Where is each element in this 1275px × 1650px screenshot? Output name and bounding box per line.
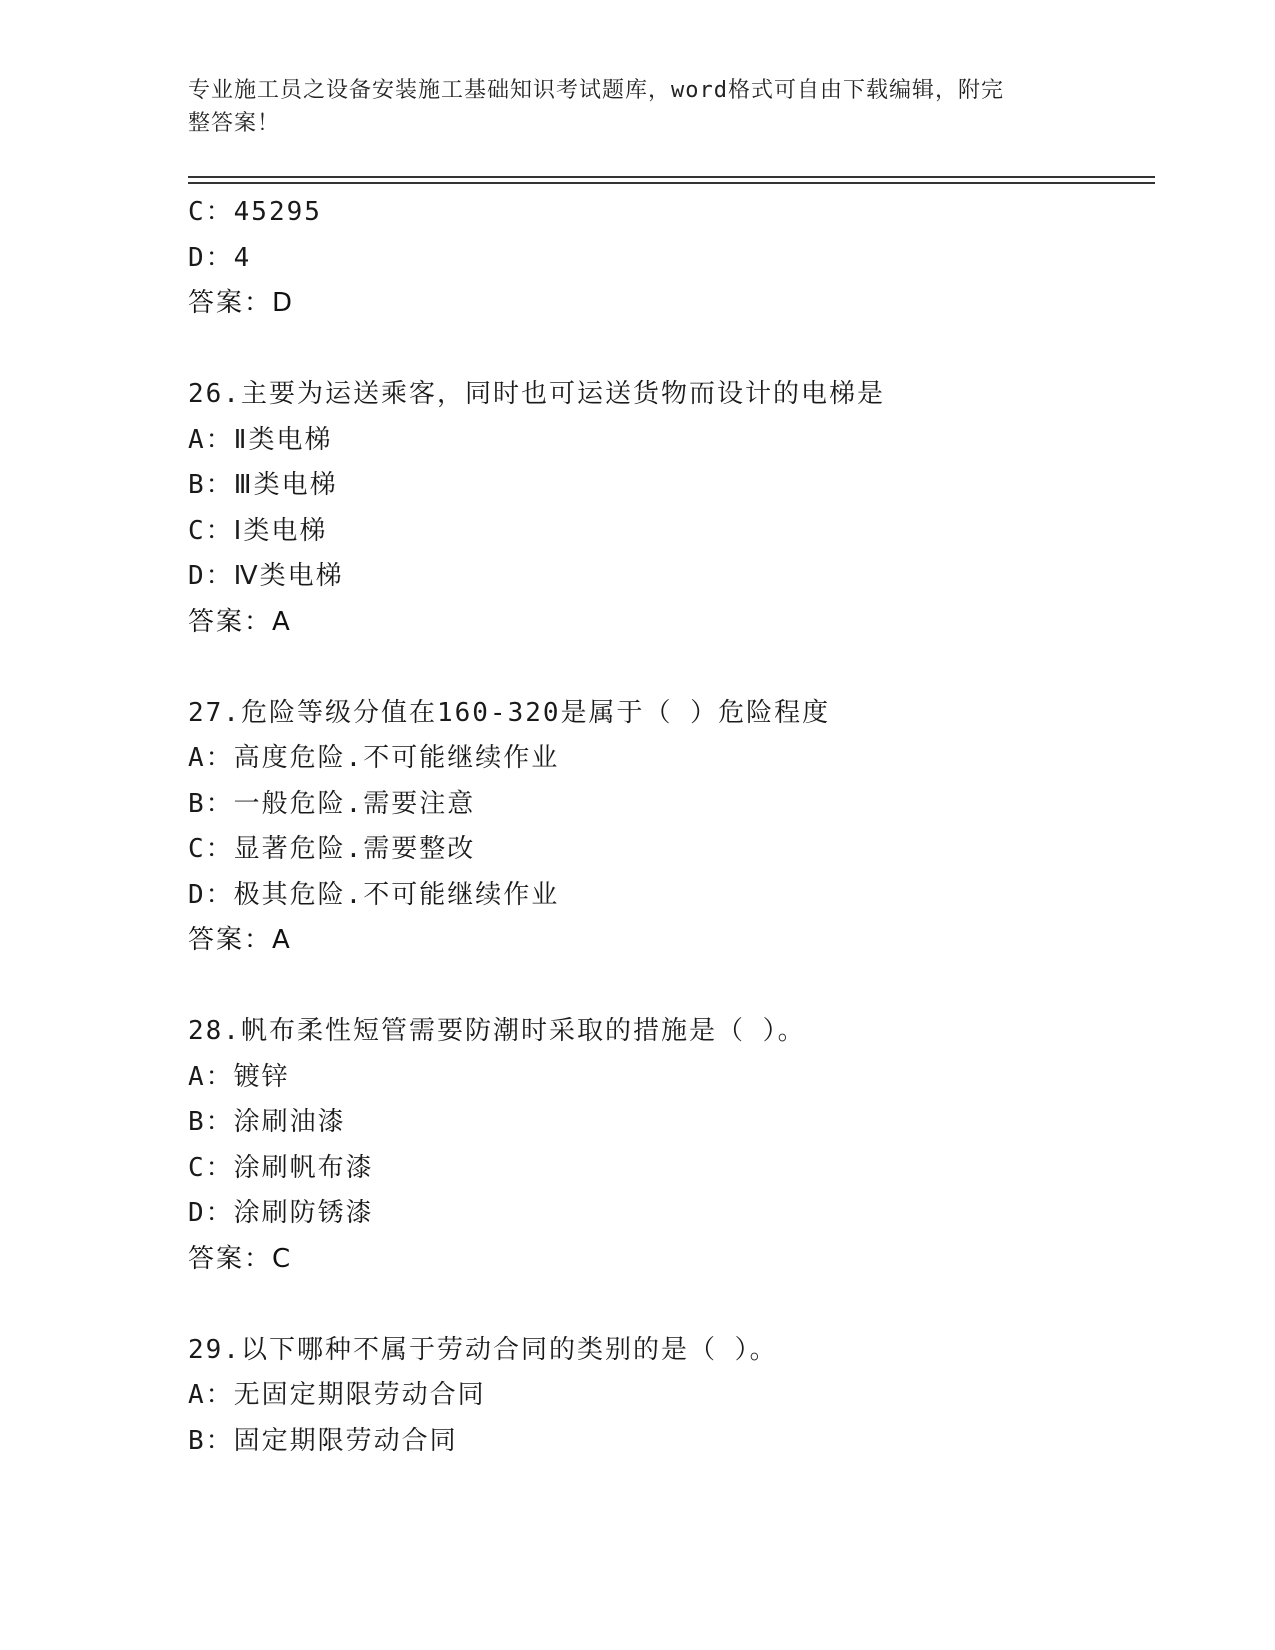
header-divider-top bbox=[188, 176, 1155, 178]
header-line-1: 专业施工员之设备安装施工基础知识考试题库，word格式可自由下载编辑，附完 bbox=[188, 78, 1004, 103]
option-b: B：Ⅲ类电梯 bbox=[188, 470, 338, 500]
question-27 bbox=[188, 691, 1148, 964]
option-b: B：固定期限劳动合同 bbox=[188, 1425, 458, 1456]
option-a: A：无固定期限劳动合同 bbox=[188, 1380, 486, 1410]
option-b: B：涂刷油漆 bbox=[188, 1107, 346, 1137]
question-stem: 26.主要为运送乘客，同时也可运送货物而设计的电梯是 bbox=[188, 379, 885, 409]
question-stem: 29.以下哪种不属于劳动合同的类别的是（ ）。 bbox=[188, 1334, 778, 1365]
answer-line: 答案：C bbox=[188, 1243, 293, 1274]
question-28 bbox=[188, 1009, 1148, 1282]
header-divider-bottom bbox=[188, 182, 1155, 184]
option-c: C：涂刷帆布漆 bbox=[188, 1152, 374, 1183]
question-stem: 28.帆布柔性短管需要防潮时采取的措施是（ ）。 bbox=[188, 1016, 806, 1046]
answer-line: 答案：D bbox=[188, 288, 295, 318]
question-stem: 27.危险等级分值在160-320是属于（ ）危险程度 bbox=[188, 697, 831, 728]
header-line-2: 整答案！ bbox=[188, 111, 281, 136]
spacer bbox=[188, 645, 1148, 691]
option-c: C：显著危险.需要整改 bbox=[188, 834, 476, 864]
question-29 bbox=[188, 1328, 1148, 1465]
option-d: D：Ⅳ类电梯 bbox=[188, 561, 344, 591]
question-list bbox=[188, 190, 1148, 1464]
question-26 bbox=[188, 372, 1148, 645]
answer-line: 答案：A bbox=[188, 925, 292, 955]
spacer bbox=[188, 964, 1148, 1010]
spacer bbox=[188, 327, 1148, 373]
option-a: A：镀锌 bbox=[188, 1061, 290, 1092]
option-d: D：4 bbox=[188, 242, 252, 273]
option-d: D：涂刷防锈漆 bbox=[188, 1198, 374, 1228]
spacer bbox=[188, 1282, 1148, 1328]
option-a: A：Ⅱ类电梯 bbox=[188, 424, 333, 455]
option-b: B：一般危险.需要注意 bbox=[188, 788, 476, 819]
page-header bbox=[188, 74, 1068, 140]
option-d: D：极其危险.不可能继续作业 bbox=[188, 879, 560, 910]
question-25-continued bbox=[188, 190, 1148, 327]
option-c: C：45295 bbox=[188, 197, 322, 227]
option-a: A：高度危险.不可能继续作业 bbox=[188, 743, 560, 773]
answer-line: 答案：A bbox=[188, 606, 292, 637]
option-c: C：Ⅰ类电梯 bbox=[188, 515, 328, 546]
